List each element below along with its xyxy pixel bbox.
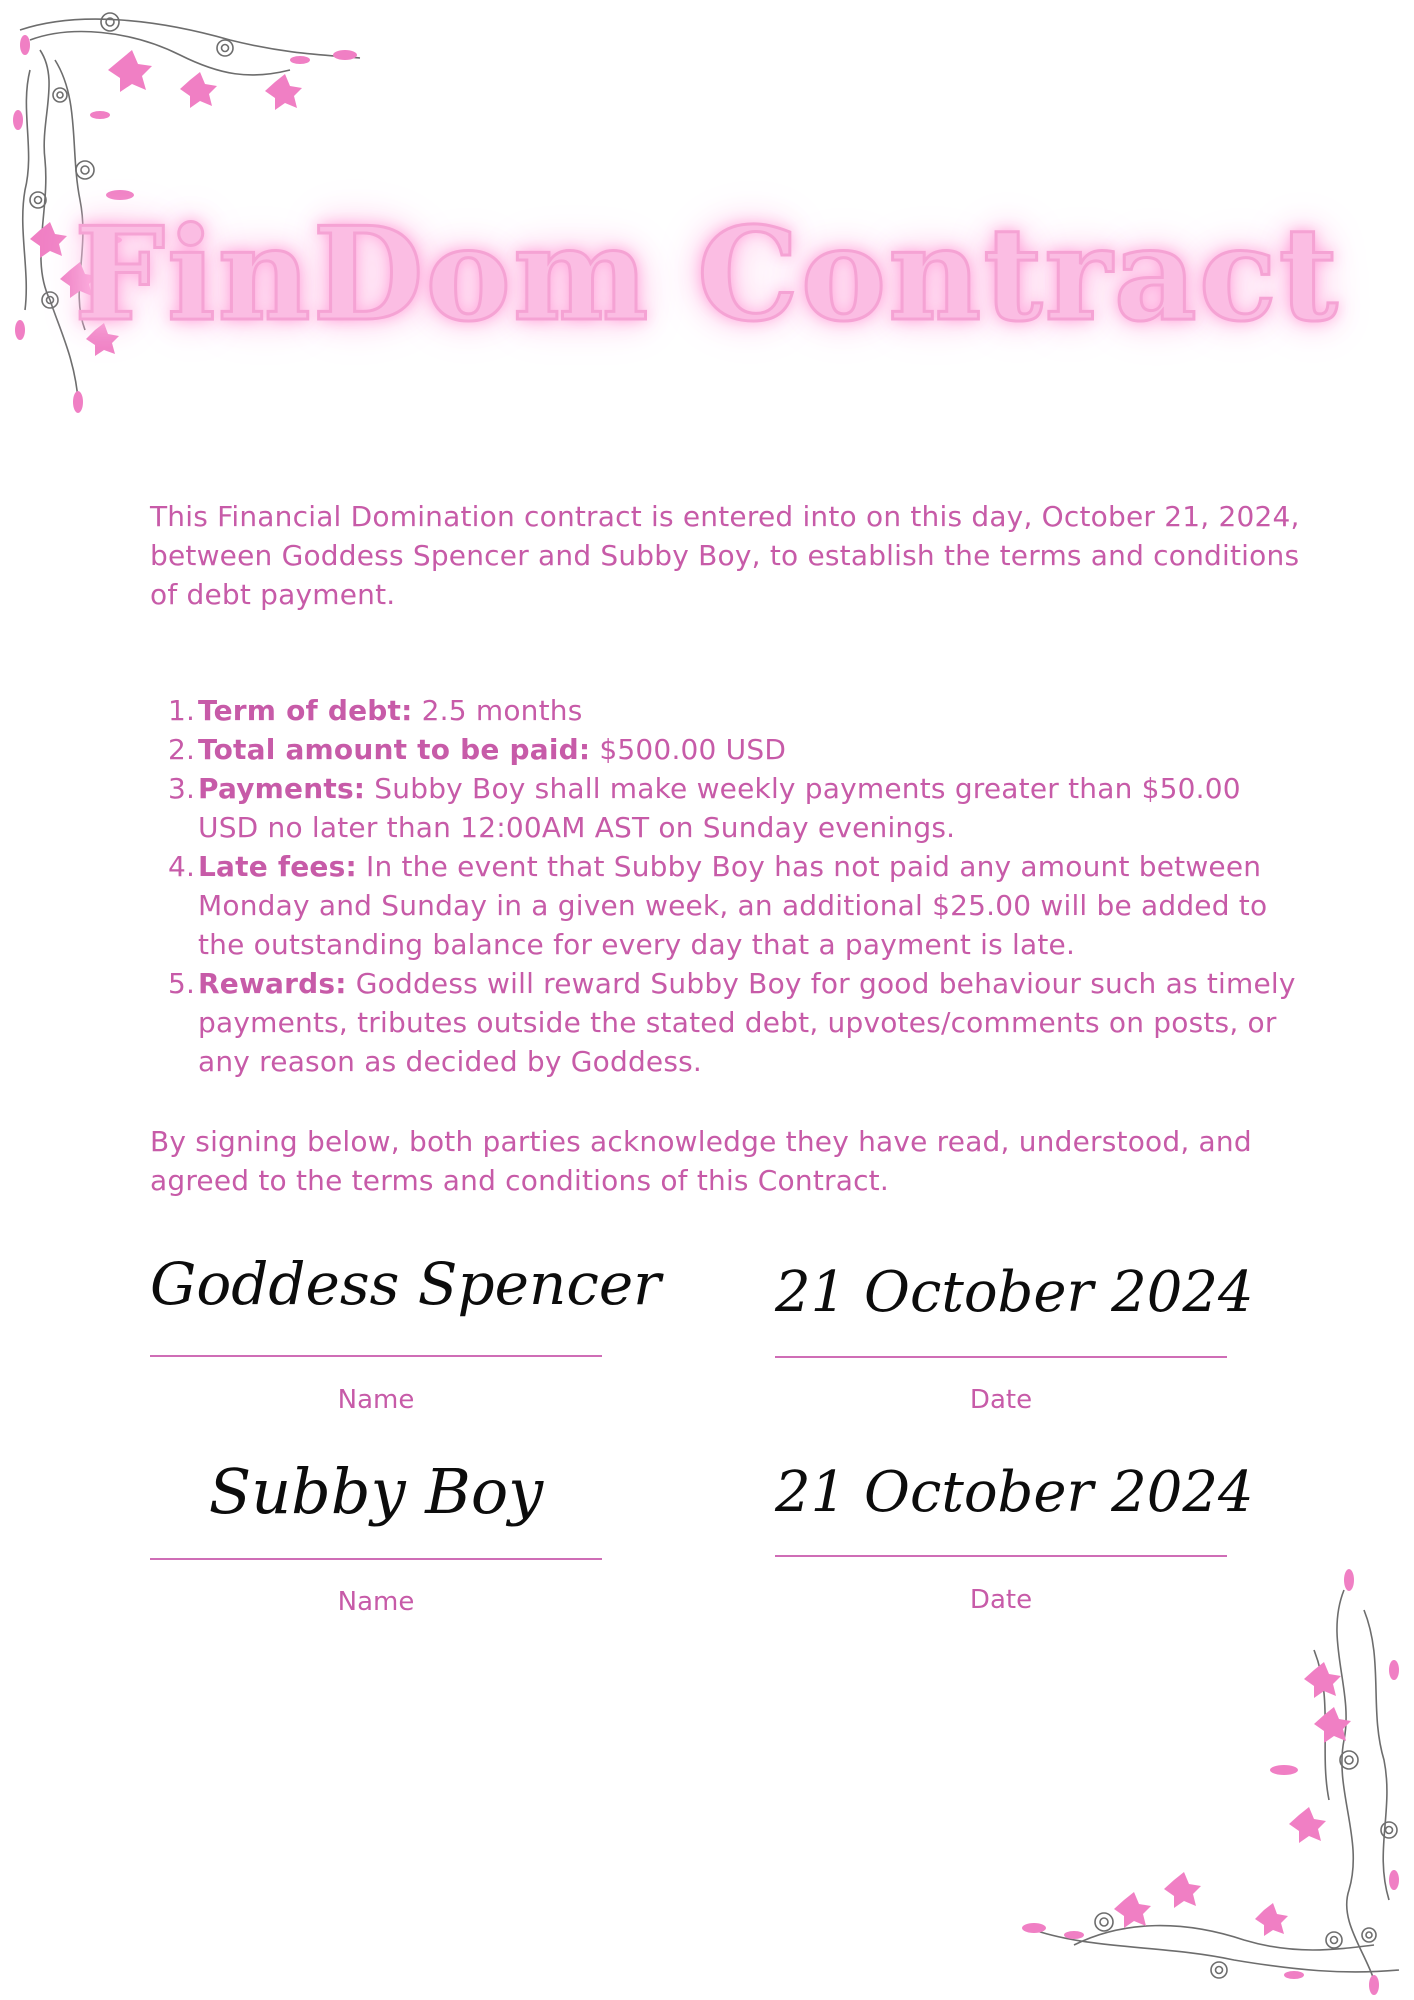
term-number: 2. [168,733,196,766]
term-text: $500.00 USD [590,733,787,766]
signature-date-party2: 21 October 2024 [775,1460,1254,1525]
acknowledgement-paragraph: By signing below, both parties acknowledge they have read, understood, and agreed to the terms and conditions of this Contract. [150,1125,1252,1197]
name-caption: Name [337,1385,415,1415]
signature-line [150,1355,602,1357]
term-text: Goddess will reward Subby Boy for good behaviour such as timely payments, tributes outside the stated debt, upvotes/comments on posts, or any reason as decided by Goddess. [198,967,1296,1078]
date-caption: Date [969,1585,1033,1615]
term-number: 1. [168,694,196,727]
term-label: Payments: [198,772,366,805]
signature-date-party1: 21 October 2024 [775,1260,1254,1325]
term-number: 3. [168,772,196,805]
term-label: Term of debt: [198,694,413,727]
signature-name-party1: Goddess Spencer [150,1250,661,1318]
signature-block-party2-name [150,1430,602,1630]
term-item [150,769,1300,847]
signature-line [775,1555,1227,1557]
term-text: In the event that Subby Boy has not paid any amount between Monday and Sunday in a given week, an additional $25.00 will be added to the outstanding balance for every day that a payment is late. [198,850,1268,961]
terms-list [150,691,1300,1081]
term-number: 5. [168,967,196,1000]
term-label: Late fees: [198,850,357,883]
contract-title: FinDom Contract [74,200,1340,350]
signature-line [150,1558,602,1560]
signature-block-party1-date [775,1230,1254,1430]
term-item [150,730,1300,769]
intro-paragraph: This Financial Domination contract is entered into on this day, October 21, 2024, between Goddess Spencer and Subby Boy, to establish the terms and conditions of debt payment. [150,500,1300,611]
term-text: Subby Boy shall make weekly payments greater than $50.00 USD no later than 12:00AM AST on Sunday evenings. [198,772,1241,844]
term-item [150,691,1300,730]
term-text: 2.5 months [412,694,583,727]
term-label: Total amount to be paid: [198,733,591,766]
signature-block-party2-date [775,1430,1254,1630]
term-item [150,964,1300,1081]
date-caption: Date [969,1385,1033,1415]
signature-line [775,1356,1227,1358]
name-caption: Name [337,1587,415,1617]
signature-name-party2: Subby Boy [208,1455,544,1528]
term-number: 4. [168,850,196,883]
signature-block-party1-name [150,1230,661,1430]
term-label: Rewards: [198,967,347,1000]
term-item [150,847,1300,964]
